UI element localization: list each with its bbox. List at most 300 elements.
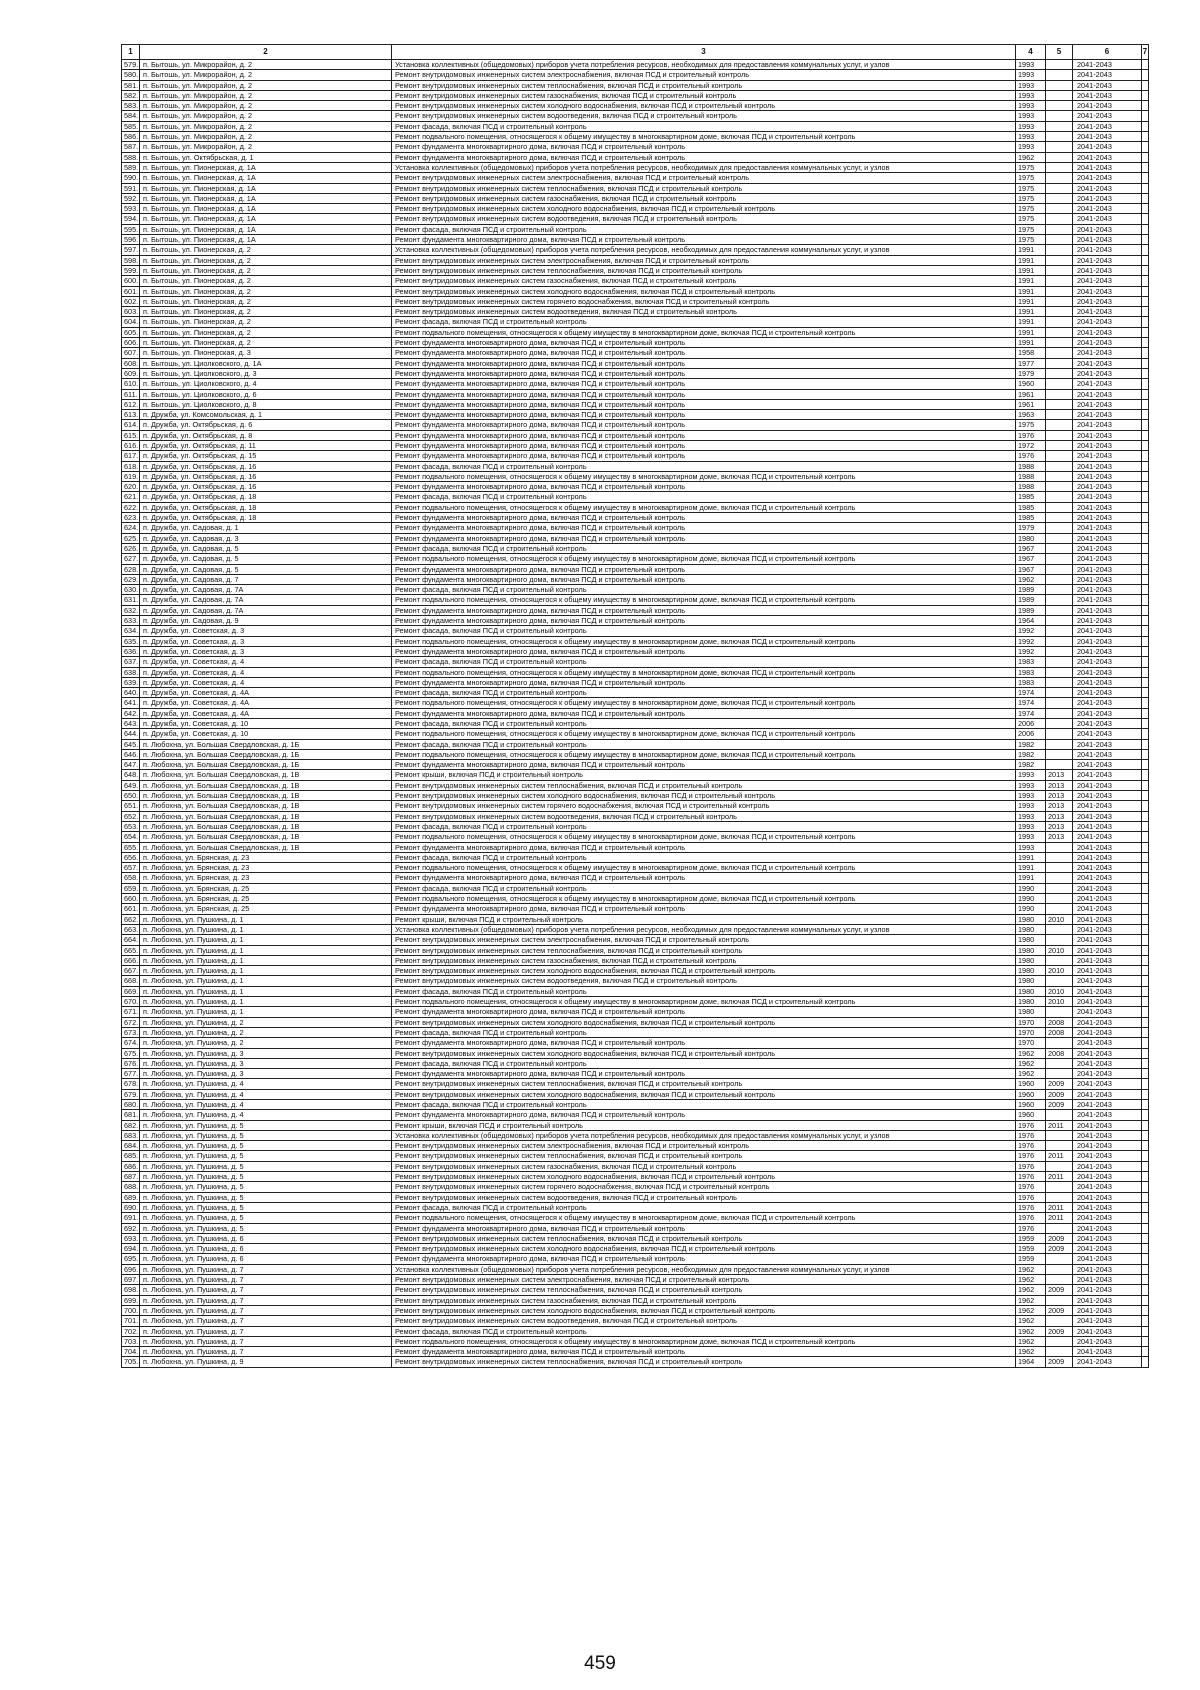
- extra-cell: [1142, 894, 1149, 904]
- extra-cell: [1142, 410, 1149, 420]
- table-row: [122, 997, 1149, 1007]
- row-number-cell: 630.: [122, 585, 140, 595]
- planned-period-cell: 2041-2043: [1073, 276, 1142, 286]
- table-row: [122, 440, 1149, 450]
- extra-cell: [1142, 1264, 1149, 1274]
- planned-period-cell: 2041-2043: [1073, 348, 1142, 358]
- last-repair-year-cell: [1046, 111, 1073, 121]
- work-type-cell: Ремонт фундамента многоквартирного дома, включая ПСД и строительный контроль: [392, 368, 1016, 378]
- work-type-cell: Ремонт фундамента многоквартирного дома, включая ПСД и строительный контроль: [392, 389, 1016, 399]
- row-number-cell: 624.: [122, 523, 140, 533]
- work-type-cell: Ремонт внутридомовых инженерных систем электроснабжения, включая ПСД и строительный контроль: [392, 1141, 1016, 1151]
- extra-cell: [1142, 760, 1149, 770]
- work-type-cell: Ремонт фундамента многоквартирного дома, включая ПСД и строительный контроль: [392, 574, 1016, 584]
- extra-cell: [1142, 904, 1149, 914]
- extra-cell: [1142, 1027, 1149, 1037]
- table-row: [122, 142, 1149, 152]
- year-built-cell: 1962: [1016, 1336, 1046, 1346]
- extra-cell: [1142, 821, 1149, 831]
- table-row: [122, 1038, 1149, 1048]
- address-cell: п. Дружба, ул. Садовая, д. 5: [140, 554, 392, 564]
- extra-cell: [1142, 162, 1149, 172]
- work-type-cell: Ремонт фасада, включая ПСД и строительный контроль: [392, 1326, 1016, 1336]
- planned-period-cell: 2041-2043: [1073, 852, 1142, 862]
- row-number-cell: 600.: [122, 276, 140, 286]
- address-cell: п. Бытошь, ул. Микрорайон, д. 2: [140, 70, 392, 80]
- address-cell: п. Дружба, ул. Садовая, д. 3: [140, 533, 392, 543]
- row-number-cell: 654.: [122, 832, 140, 842]
- work-type-cell: Установка коллективных (общедомовых) приборов учета потребления ресурсов, необходимых для предоставления коммунальных услуг, и узлов: [392, 60, 1016, 70]
- table-row: [122, 842, 1149, 852]
- year-built-cell: 1993: [1016, 791, 1046, 801]
- row-number-cell: 589.: [122, 162, 140, 172]
- planned-period-cell: 2041-2043: [1073, 111, 1142, 121]
- extra-cell: [1142, 193, 1149, 203]
- planned-period-cell: 2041-2043: [1073, 554, 1142, 564]
- row-number-cell: 694.: [122, 1244, 140, 1254]
- address-cell: п. Бытошь, ул. Микрорайон, д. 2: [140, 80, 392, 90]
- work-type-cell: Ремонт внутридомовых инженерных систем электроснабжения, включая ПСД и строительный контроль: [392, 935, 1016, 945]
- planned-period-cell: 2041-2043: [1073, 1110, 1142, 1120]
- last-repair-year-cell: 2009: [1046, 1326, 1073, 1336]
- work-type-cell: Ремонт подвального помещения, относящегося к общему имуществу в многоквартирном доме, включая ПСД и строительный контроль: [392, 471, 1016, 481]
- work-type-cell: Ремонт подвального помещения, относящегося к общему имуществу в многоквартирном доме, включая ПСД и строительный контроль: [392, 502, 1016, 512]
- work-type-cell: Ремонт подвального помещения, относящегося к общему имуществу в многоквартирном доме, включая ПСД и строительный контроль: [392, 894, 1016, 904]
- row-number-cell: 588.: [122, 152, 140, 162]
- table-row: [122, 368, 1149, 378]
- work-type-cell: Ремонт фундамента многоквартирного дома, включая ПСД и строительный контроль: [392, 358, 1016, 368]
- work-type-cell: Ремонт подвального помещения, относящегося к общему имуществу в многоквартирном доме, включая ПСД и строительный контроль: [392, 1336, 1016, 1346]
- row-number-cell: 662.: [122, 914, 140, 924]
- year-built-cell: 1993: [1016, 801, 1046, 811]
- year-built-cell: 1962: [1016, 1295, 1046, 1305]
- table-row: [122, 111, 1149, 121]
- row-number-cell: 680.: [122, 1099, 140, 1109]
- table-row: [122, 1223, 1149, 1233]
- table-row: [122, 265, 1149, 275]
- table-row: [122, 636, 1149, 646]
- year-built-cell: 1988: [1016, 461, 1046, 471]
- extra-cell: [1142, 121, 1149, 131]
- last-repair-year-cell: [1046, 863, 1073, 873]
- address-cell: п. Любохна, ул. Пушкина, д. 1: [140, 935, 392, 945]
- work-type-cell: Ремонт внутридомовых инженерных систем водоотведения, включая ПСД и строительный контроль: [392, 111, 1016, 121]
- extra-cell: [1142, 646, 1149, 656]
- table-row: [122, 307, 1149, 317]
- row-number-cell: 691.: [122, 1213, 140, 1223]
- address-cell: п. Любохна, ул. Пушкина, д. 2: [140, 1038, 392, 1048]
- table-row: [122, 667, 1149, 677]
- table-row: [122, 1285, 1149, 1295]
- extra-cell: [1142, 1058, 1149, 1068]
- last-repair-year-cell: [1046, 533, 1073, 543]
- planned-period-cell: 2041-2043: [1073, 1316, 1142, 1326]
- year-built-cell: 1989: [1016, 605, 1046, 615]
- work-type-cell: Ремонт подвального помещения, относящегося к общему имуществу в многоквартирном доме, включая ПСД и строительный контроль: [392, 554, 1016, 564]
- work-type-cell: Ремонт фундамента многоквартирного дома, включая ПСД и строительный контроль: [392, 235, 1016, 245]
- table-row: [122, 214, 1149, 224]
- planned-period-cell: 2041-2043: [1073, 1192, 1142, 1202]
- planned-period-cell: 2041-2043: [1073, 1099, 1142, 1109]
- extra-cell: [1142, 1295, 1149, 1305]
- table-row: [122, 121, 1149, 131]
- row-number-cell: 637.: [122, 657, 140, 667]
- planned-period-cell: 2041-2043: [1073, 193, 1142, 203]
- extra-cell: [1142, 1213, 1149, 1223]
- last-repair-year-cell: [1046, 245, 1073, 255]
- row-number-cell: 634.: [122, 626, 140, 636]
- extra-cell: [1142, 1161, 1149, 1171]
- extra-cell: [1142, 1079, 1149, 1089]
- extra-cell: [1142, 1223, 1149, 1233]
- extra-cell: [1142, 770, 1149, 780]
- year-built-cell: 1976: [1016, 1141, 1046, 1151]
- year-built-cell: 1991: [1016, 255, 1046, 265]
- table-row: [122, 904, 1149, 914]
- year-built-cell: 1993: [1016, 111, 1046, 121]
- address-cell: п. Любохна, ул. Пушкина, д. 4: [140, 1089, 392, 1099]
- last-repair-year-cell: [1046, 358, 1073, 368]
- row-number-cell: 667.: [122, 966, 140, 976]
- year-built-cell: 1976: [1016, 1213, 1046, 1223]
- work-type-cell: Ремонт фасада, включая ПСД и строительный контроль: [392, 626, 1016, 636]
- table-row: [122, 791, 1149, 801]
- row-number-cell: 597.: [122, 245, 140, 255]
- row-number-cell: 670.: [122, 997, 140, 1007]
- extra-cell: [1142, 945, 1149, 955]
- extra-cell: [1142, 1254, 1149, 1264]
- last-repair-year-cell: [1046, 471, 1073, 481]
- header-col-4: 4: [1016, 45, 1046, 60]
- table-row: [122, 832, 1149, 842]
- table-row: [122, 317, 1149, 327]
- planned-period-cell: 2041-2043: [1073, 811, 1142, 821]
- last-repair-year-cell: [1046, 90, 1073, 100]
- work-type-cell: Ремонт внутридомовых инженерных систем холодного водоснабжения, включая ПСД и строительный контроль: [392, 791, 1016, 801]
- row-number-cell: 583.: [122, 101, 140, 111]
- planned-period-cell: 2041-2043: [1073, 224, 1142, 234]
- row-number-cell: 684.: [122, 1141, 140, 1151]
- planned-period-cell: 2041-2043: [1073, 894, 1142, 904]
- table-row: [122, 698, 1149, 708]
- year-built-cell: 1993: [1016, 780, 1046, 790]
- work-type-cell: Ремонт фундамента многоквартирного дома, включая ПСД и строительный контроль: [392, 1347, 1016, 1357]
- year-built-cell: 1959: [1016, 1254, 1046, 1264]
- row-number-cell: 638.: [122, 667, 140, 677]
- last-repair-year-cell: [1046, 1130, 1073, 1140]
- planned-period-cell: 2041-2043: [1073, 1017, 1142, 1027]
- last-repair-year-cell: 2009: [1046, 1285, 1073, 1295]
- last-repair-year-cell: [1046, 389, 1073, 399]
- row-number-cell: 648.: [122, 770, 140, 780]
- address-cell: п. Бытошь, ул. Микрорайон, д. 2: [140, 60, 392, 70]
- work-type-cell: Ремонт внутридомовых инженерных систем холодного водоснабжения, включая ПСД и строительный контроль: [392, 1017, 1016, 1027]
- work-type-cell: Ремонт фундамента многоквартирного дома, включая ПСД и строительный контроль: [392, 533, 1016, 543]
- extra-cell: [1142, 1089, 1149, 1099]
- last-repair-year-cell: 2009: [1046, 1079, 1073, 1089]
- planned-period-cell: 2041-2043: [1073, 780, 1142, 790]
- work-type-cell: Ремонт внутридомовых инженерных систем водоотведения, включая ПСД и строительный контроль: [392, 811, 1016, 821]
- table-row: [122, 626, 1149, 636]
- table-row: [122, 523, 1149, 533]
- extra-cell: [1142, 90, 1149, 100]
- row-number-cell: 608.: [122, 358, 140, 368]
- row-number-cell: 611.: [122, 389, 140, 399]
- extra-cell: [1142, 1017, 1149, 1027]
- last-repair-year-cell: [1046, 132, 1073, 142]
- address-cell: п. Любохна, ул. Большая Свердловская, д. 1Б: [140, 739, 392, 749]
- work-type-cell: Ремонт фундамента многоквартирного дома, включая ПСД и строительный контроль: [392, 605, 1016, 615]
- row-number-cell: 676.: [122, 1058, 140, 1068]
- table-row: [122, 296, 1149, 306]
- table-row: [122, 492, 1149, 502]
- planned-period-cell: 2041-2043: [1073, 70, 1142, 80]
- table-header: [122, 45, 1149, 60]
- last-repair-year-cell: [1046, 626, 1073, 636]
- table-row: [122, 255, 1149, 265]
- extra-cell: [1142, 338, 1149, 348]
- address-cell: п. Любохна, ул. Пушкина, д. 5: [140, 1120, 392, 1130]
- planned-period-cell: 2041-2043: [1073, 1151, 1142, 1161]
- row-number-cell: 702.: [122, 1326, 140, 1336]
- year-built-cell: 1989: [1016, 585, 1046, 595]
- last-repair-year-cell: [1046, 729, 1073, 739]
- row-number-cell: 649.: [122, 780, 140, 790]
- last-repair-year-cell: [1046, 399, 1073, 409]
- year-built-cell: 1993: [1016, 80, 1046, 90]
- extra-cell: [1142, 976, 1149, 986]
- last-repair-year-cell: [1046, 955, 1073, 965]
- address-cell: п. Любохна, ул. Брянская, д. 25: [140, 894, 392, 904]
- last-repair-year-cell: [1046, 162, 1073, 172]
- year-built-cell: 1993: [1016, 121, 1046, 131]
- page-number: 459: [584, 1653, 616, 1674]
- extra-cell: [1142, 502, 1149, 512]
- work-type-cell: Ремонт фундамента многоквартирного дома, включая ПСД и строительный контроль: [392, 1223, 1016, 1233]
- year-built-cell: 1991: [1016, 265, 1046, 275]
- extra-cell: [1142, 183, 1149, 193]
- work-type-cell: Ремонт подвального помещения, относящегося к общему имуществу в многоквартирном доме, включая ПСД и строительный контроль: [392, 132, 1016, 142]
- planned-period-cell: 2041-2043: [1073, 152, 1142, 162]
- work-type-cell: Ремонт внутридомовых инженерных систем электроснабжения, включая ПСД и строительный контроль: [392, 70, 1016, 80]
- extra-cell: [1142, 595, 1149, 605]
- work-type-cell: Ремонт фасада, включая ПСД и строительный контроль: [392, 657, 1016, 667]
- extra-cell: [1142, 265, 1149, 275]
- year-built-cell: 1960: [1016, 1099, 1046, 1109]
- planned-period-cell: 2041-2043: [1073, 255, 1142, 265]
- last-repair-year-cell: [1046, 410, 1073, 420]
- header-col-7: 7: [1142, 45, 1149, 60]
- year-built-cell: 1988: [1016, 471, 1046, 481]
- planned-period-cell: 2041-2043: [1073, 1038, 1142, 1048]
- planned-period-cell: 2041-2043: [1073, 1120, 1142, 1130]
- work-type-cell: Ремонт подвального помещения, относящегося к общему имуществу в многоквартирном доме, включая ПСД и строительный контроль: [392, 636, 1016, 646]
- planned-period-cell: 2041-2043: [1073, 410, 1142, 420]
- address-cell: п. Любохна, ул. Пушкина, д. 3: [140, 1069, 392, 1079]
- planned-period-cell: 2041-2043: [1073, 832, 1142, 842]
- last-repair-year-cell: [1046, 636, 1073, 646]
- work-type-cell: Установка коллективных (общедомовых) приборов учета потребления ресурсов, необходимых для предоставления коммунальных услуг, и узлов: [392, 245, 1016, 255]
- row-number-cell: 587.: [122, 142, 140, 152]
- address-cell: п. Дружба, ул. Октябрьская, д. 16: [140, 461, 392, 471]
- extra-cell: [1142, 60, 1149, 70]
- row-number-cell: 603.: [122, 307, 140, 317]
- row-number-cell: 677.: [122, 1069, 140, 1079]
- planned-period-cell: 2041-2043: [1073, 482, 1142, 492]
- work-type-cell: Ремонт фундамента многоквартирного дома, включая ПСД и строительный контроль: [392, 1069, 1016, 1079]
- last-repair-year-cell: [1046, 1182, 1073, 1192]
- table-row: [122, 677, 1149, 687]
- address-cell: п. Бытошь, ул. Пионерская, д. 1А: [140, 183, 392, 193]
- table-row: [122, 883, 1149, 893]
- address-cell: п. Дружба, ул. Октябрьская, д. 16: [140, 471, 392, 481]
- address-cell: п. Любохна, ул. Большая Свердловская, д. 1Б: [140, 749, 392, 759]
- last-repair-year-cell: [1046, 1264, 1073, 1274]
- row-number-cell: 645.: [122, 739, 140, 749]
- planned-period-cell: 2041-2043: [1073, 296, 1142, 306]
- year-built-cell: 1985: [1016, 502, 1046, 512]
- last-repair-year-cell: [1046, 183, 1073, 193]
- row-number-cell: 591.: [122, 183, 140, 193]
- extra-cell: [1142, 111, 1149, 121]
- planned-period-cell: 2041-2043: [1073, 1326, 1142, 1336]
- planned-period-cell: 2041-2043: [1073, 265, 1142, 275]
- work-type-cell: Ремонт фасада, включая ПСД и строительный контроль: [392, 224, 1016, 234]
- address-cell: п. Дружба, ул. Октябрьская, д. 8: [140, 430, 392, 440]
- row-number-cell: 642.: [122, 708, 140, 718]
- planned-period-cell: 2041-2043: [1073, 719, 1142, 729]
- last-repair-year-cell: 2013: [1046, 780, 1073, 790]
- extra-cell: [1142, 80, 1149, 90]
- last-repair-year-cell: [1046, 554, 1073, 564]
- row-number-cell: 612.: [122, 399, 140, 409]
- address-cell: п. Любохна, ул. Пушкина, д. 3: [140, 1058, 392, 1068]
- work-type-cell: Ремонт внутридомовых инженерных систем холодного водоснабжения, включая ПСД и строительный контроль: [392, 1089, 1016, 1099]
- year-built-cell: 1962: [1016, 1048, 1046, 1058]
- address-cell: п. Любохна, ул. Пушкина, д. 7: [140, 1347, 392, 1357]
- address-cell: п. Любохна, ул. Пушкина, д. 7: [140, 1264, 392, 1274]
- row-number-cell: 681.: [122, 1110, 140, 1120]
- year-built-cell: 1974: [1016, 688, 1046, 698]
- last-repair-year-cell: 2011: [1046, 1151, 1073, 1161]
- year-built-cell: 1961: [1016, 399, 1046, 409]
- table-row: [122, 924, 1149, 934]
- table-row: [122, 688, 1149, 698]
- address-cell: п. Дружба, ул. Октябрьская, д. 18: [140, 492, 392, 502]
- planned-period-cell: 2041-2043: [1073, 307, 1142, 317]
- address-cell: п. Бытошь, ул. Пионерская, д. 2: [140, 296, 392, 306]
- address-cell: п. Бытошь, ул. Пионерская, д. 1А: [140, 214, 392, 224]
- extra-cell: [1142, 863, 1149, 873]
- row-number-cell: 595.: [122, 224, 140, 234]
- extra-cell: [1142, 955, 1149, 965]
- extra-cell: [1142, 173, 1149, 183]
- year-built-cell: 1993: [1016, 101, 1046, 111]
- planned-period-cell: 2041-2043: [1073, 863, 1142, 873]
- last-repair-year-cell: 2008: [1046, 1048, 1073, 1058]
- extra-cell: [1142, 1110, 1149, 1120]
- work-type-cell: Ремонт фундамента многоквартирного дома, включая ПСД и строительный контроль: [392, 1254, 1016, 1264]
- extra-cell: [1142, 152, 1149, 162]
- row-number-cell: 696.: [122, 1264, 140, 1274]
- table-row: [122, 1130, 1149, 1140]
- last-repair-year-cell: 2010: [1046, 966, 1073, 976]
- table-row: [122, 760, 1149, 770]
- year-built-cell: 1983: [1016, 677, 1046, 687]
- last-repair-year-cell: [1046, 80, 1073, 90]
- work-type-cell: Ремонт подвального помещения, относящегося к общему имуществу в многоквартирном доме, включая ПСД и строительный контроль: [392, 832, 1016, 842]
- planned-period-cell: 2041-2043: [1073, 1275, 1142, 1285]
- last-repair-year-cell: [1046, 152, 1073, 162]
- work-type-cell: Ремонт внутридомовых инженерных систем горячего водоснабжения, включая ПСД и строительный контроль: [392, 801, 1016, 811]
- year-built-cell: 1983: [1016, 657, 1046, 667]
- header-col-1: 1: [122, 45, 140, 60]
- table-row: [122, 564, 1149, 574]
- table-row: [122, 1336, 1149, 1346]
- work-type-cell: Ремонт фасада, включая ПСД и строительный контроль: [392, 1027, 1016, 1037]
- planned-period-cell: 2041-2043: [1073, 368, 1142, 378]
- last-repair-year-cell: 2009: [1046, 1089, 1073, 1099]
- table-row: [122, 461, 1149, 471]
- extra-cell: [1142, 1038, 1149, 1048]
- last-repair-year-cell: [1046, 842, 1073, 852]
- address-cell: п. Любохна, ул. Большая Свердловская, д. 1В: [140, 811, 392, 821]
- last-repair-year-cell: 2010: [1046, 997, 1073, 1007]
- row-number-cell: 584.: [122, 111, 140, 121]
- table-row: [122, 204, 1149, 214]
- last-repair-year-cell: [1046, 142, 1073, 152]
- table-row: [122, 173, 1149, 183]
- row-number-cell: 686.: [122, 1161, 140, 1171]
- planned-period-cell: 2041-2043: [1073, 677, 1142, 687]
- row-number-cell: 672.: [122, 1017, 140, 1027]
- extra-cell: [1142, 379, 1149, 389]
- address-cell: п. Любохна, ул. Пушкина, д. 7: [140, 1275, 392, 1285]
- extra-cell: [1142, 729, 1149, 739]
- work-type-cell: Ремонт фундамента многоквартирного дома, включая ПСД и строительный контроль: [392, 1110, 1016, 1120]
- address-cell: п. Дружба, ул. Советская, д. 4А: [140, 688, 392, 698]
- row-number-cell: 621.: [122, 492, 140, 502]
- last-repair-year-cell: [1046, 420, 1073, 430]
- extra-cell: [1142, 574, 1149, 584]
- extra-cell: [1142, 667, 1149, 677]
- row-number-cell: 692.: [122, 1223, 140, 1233]
- planned-period-cell: 2041-2043: [1073, 626, 1142, 636]
- extra-cell: [1142, 1275, 1149, 1285]
- year-built-cell: 1990: [1016, 894, 1046, 904]
- work-type-cell: Ремонт фундамента многоквартирного дома, включая ПСД и строительный контроль: [392, 616, 1016, 626]
- work-type-cell: Ремонт фасада, включая ПСД и строительный контроль: [392, 1058, 1016, 1068]
- last-repair-year-cell: [1046, 543, 1073, 553]
- planned-period-cell: 2041-2043: [1073, 821, 1142, 831]
- row-number-cell: 653.: [122, 821, 140, 831]
- row-number-cell: 619.: [122, 471, 140, 481]
- year-built-cell: 1991: [1016, 327, 1046, 337]
- table-row: [122, 780, 1149, 790]
- address-cell: п. Дружба, ул. Советская, д. 4А: [140, 698, 392, 708]
- work-type-cell: Ремонт внутридомовых инженерных систем газоснабжения, включая ПСД и строительный контроль: [392, 955, 1016, 965]
- last-repair-year-cell: 2009: [1046, 1357, 1073, 1367]
- table-row: [122, 193, 1149, 203]
- extra-cell: [1142, 296, 1149, 306]
- row-number-cell: 594.: [122, 214, 140, 224]
- planned-period-cell: 2041-2043: [1073, 986, 1142, 996]
- work-type-cell: Установка коллективных (общедомовых) приборов учета потребления ресурсов, необходимых для предоставления коммунальных услуг, и узлов: [392, 1130, 1016, 1140]
- table-row: [122, 585, 1149, 595]
- year-built-cell: 1959: [1016, 1244, 1046, 1254]
- header-col-5: 5: [1046, 45, 1073, 60]
- address-cell: п. Дружба, ул. Октябрьская, д. 18: [140, 502, 392, 512]
